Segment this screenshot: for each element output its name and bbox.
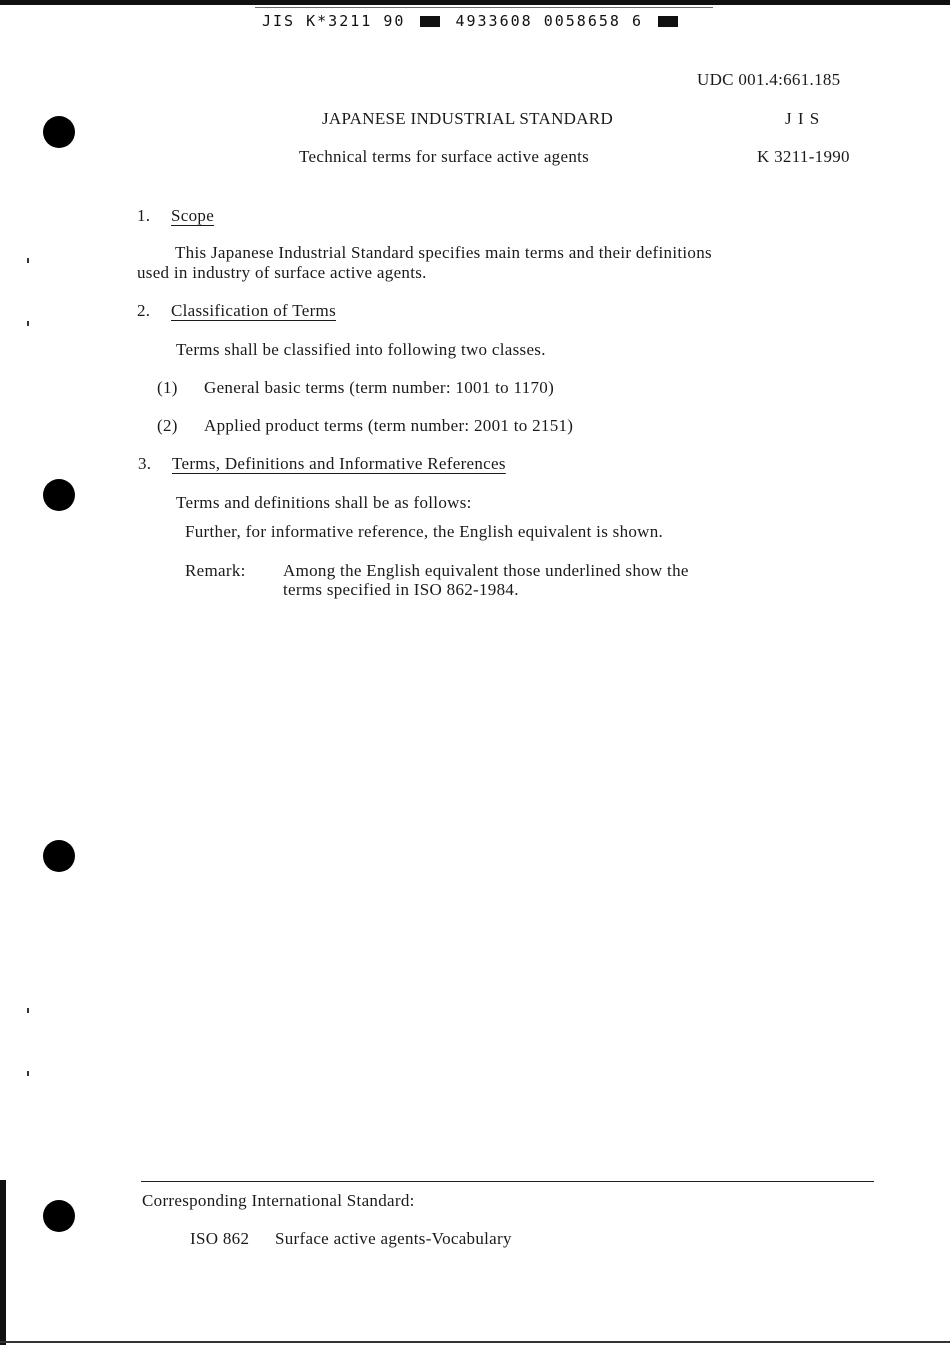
punch-hole-icon (43, 840, 75, 872)
section-3-heading: Terms, Definitions and Informative References (172, 454, 506, 473)
remark-line-1: Among the English equivalent those underlined show the (283, 561, 689, 580)
list-item-text: General basic terms (term number: 1001 to 1170) (204, 378, 555, 397)
scan-speck (27, 321, 29, 326)
standard-title: JAPANESE INDUSTRIAL STANDARD (322, 109, 614, 128)
section-1-number: 1. (137, 206, 151, 225)
section-3-number: 3. (138, 454, 152, 473)
footer-label: Corresponding International Standard: (142, 1191, 415, 1210)
footer-divider (141, 1181, 874, 1182)
punch-hole-icon (43, 116, 75, 148)
scan-header-code (262, 12, 682, 30)
document-title: Technical terms for surface active agents (299, 147, 590, 166)
scan-header-code1: 4933608 0058658 (455, 12, 621, 30)
block-mark-icon (420, 16, 440, 27)
scan-top-border (0, 0, 950, 5)
terms-line-2: Further, for informative reference, the English equivalent is shown. (185, 522, 664, 541)
jis-label: J I S (785, 109, 821, 128)
section-1-heading: Scope (171, 206, 215, 225)
block-mark-icon (658, 16, 678, 27)
section-2-number: 2. (137, 301, 151, 320)
remark-line-2: terms specified in ISO 862-1984. (283, 580, 519, 599)
section-2-heading: Classification of Terms (171, 301, 336, 320)
scope-para-line-2: used in industry of surface active agents. (137, 263, 427, 282)
remark-label: Remark: (185, 561, 246, 580)
document-number: K 3211-1990 (757, 147, 850, 166)
punch-hole-icon (43, 1200, 75, 1232)
punch-hole-icon (43, 479, 75, 511)
terms-line-1: Terms and definitions shall be as follows: (176, 493, 472, 512)
udc-code: UDC 001.4:661.185 (697, 70, 841, 89)
scan-left-edge (0, 1180, 6, 1345)
scan-bottom-edge (0, 1341, 950, 1343)
scan-speck (27, 1071, 29, 1076)
scan-top-rule (255, 7, 713, 8)
scan-header-code2: 6 (631, 12, 643, 30)
footer-iso-number: ISO 862 (190, 1229, 250, 1248)
scan-speck (27, 258, 29, 263)
list-item-number: (1) (157, 378, 178, 397)
scan-header-prefix: JIS K*3211 90 (262, 12, 406, 30)
scope-para-line-1: This Japanese Industrial Standard specifies main terms and their definitions (175, 243, 712, 262)
classification-intro: Terms shall be classified into following two classes. (176, 340, 546, 359)
list-item-text: Applied product terms (term number: 2001 to 2151) (204, 416, 574, 435)
scan-speck (27, 1008, 29, 1013)
footer-iso-title: Surface active agents-Vocabulary (275, 1229, 512, 1248)
list-item-number: (2) (157, 416, 178, 435)
